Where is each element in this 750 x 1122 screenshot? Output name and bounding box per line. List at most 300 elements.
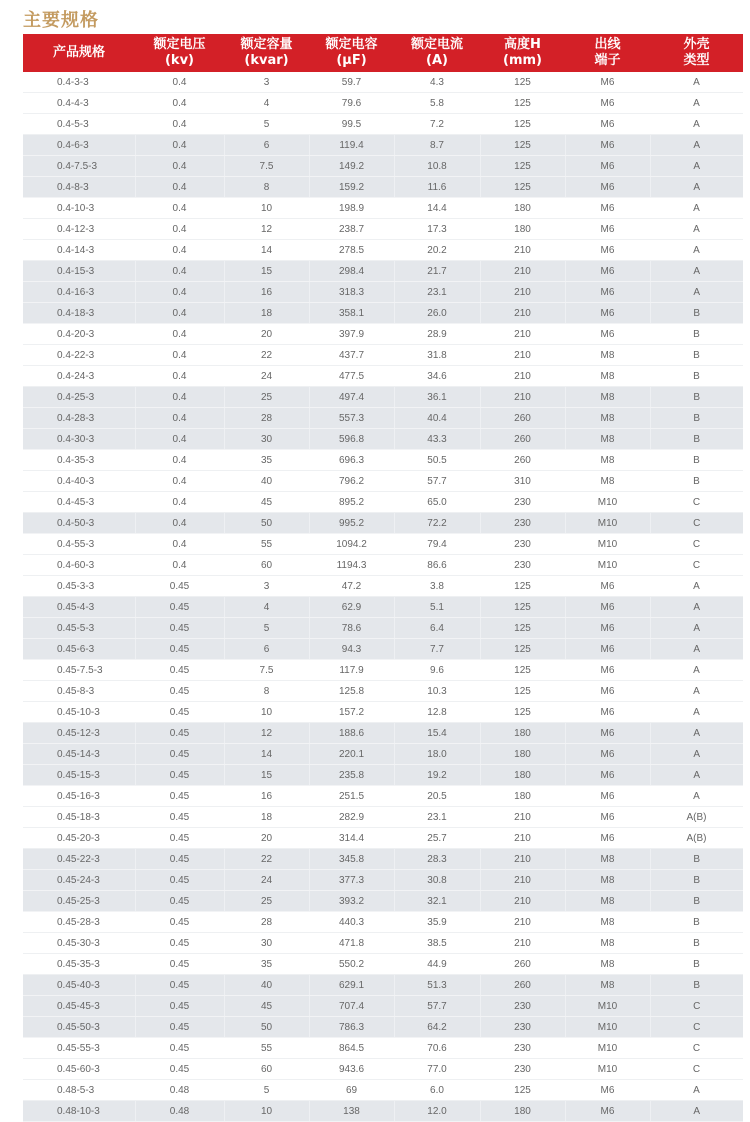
table-header xyxy=(23,34,743,72)
table-row xyxy=(23,912,743,933)
cell-rated-capacity: 18 xyxy=(224,807,309,828)
cell-terminal: M10 xyxy=(565,1038,650,1059)
cell-housing-type: B xyxy=(650,870,743,891)
table-row xyxy=(23,660,743,681)
cell-height: 230 xyxy=(480,534,565,555)
cell-housing-type: B xyxy=(650,408,743,429)
cell-height: 230 xyxy=(480,996,565,1017)
cell-rated-capacitance: 220.1 xyxy=(309,744,394,765)
cell-terminal: M6 xyxy=(565,303,650,324)
cell-model: 0.45-28-3 xyxy=(23,912,135,933)
cell-rated-capacitance: 69 xyxy=(309,1080,394,1101)
cell-height: 125 xyxy=(480,1080,565,1101)
cell-rated-current: 10.8 xyxy=(394,156,480,177)
cell-height: 125 xyxy=(480,618,565,639)
column-header-line2: (A) xyxy=(426,53,448,68)
column-header-height xyxy=(480,34,565,72)
cell-height: 230 xyxy=(480,1059,565,1080)
cell-rated-capacity: 15 xyxy=(224,765,309,786)
cell-model: 0.45-50-3 xyxy=(23,1017,135,1038)
cell-height: 210 xyxy=(480,366,565,387)
cell-rated-capacity: 45 xyxy=(224,492,309,513)
column-header-line1: 额定电容 xyxy=(325,37,378,52)
cell-height: 230 xyxy=(480,513,565,534)
cell-rated-voltage: 0.4 xyxy=(135,555,224,576)
cell-rated-voltage: 0.4 xyxy=(135,429,224,450)
cell-height: 210 xyxy=(480,828,565,849)
cell-terminal: M8 xyxy=(565,933,650,954)
cell-model: 0.4-25-3 xyxy=(23,387,135,408)
cell-housing-type: A(B) xyxy=(650,807,743,828)
table-row xyxy=(23,597,743,618)
cell-height: 125 xyxy=(480,135,565,156)
cell-rated-current: 8.7 xyxy=(394,135,480,156)
table-row xyxy=(23,198,743,219)
cell-model: 0.4-12-3 xyxy=(23,219,135,240)
cell-rated-capacity: 12 xyxy=(224,219,309,240)
cell-rated-voltage: 0.4 xyxy=(135,135,224,156)
cell-rated-current: 79.4 xyxy=(394,534,480,555)
cell-rated-capacity: 28 xyxy=(224,912,309,933)
cell-rated-capacity: 15 xyxy=(224,261,309,282)
table-row xyxy=(23,828,743,849)
column-header-rated-current xyxy=(394,34,480,72)
cell-rated-current: 23.1 xyxy=(394,807,480,828)
cell-rated-current: 19.2 xyxy=(394,765,480,786)
cell-terminal: M8 xyxy=(565,975,650,996)
table-row xyxy=(23,933,743,954)
cell-terminal: M10 xyxy=(565,996,650,1017)
cell-rated-voltage: 0.4 xyxy=(135,492,224,513)
cell-model: 0.45-20-3 xyxy=(23,828,135,849)
cell-rated-capacity: 60 xyxy=(224,555,309,576)
cell-rated-capacitance: 393.2 xyxy=(309,891,394,912)
cell-height: 260 xyxy=(480,954,565,975)
cell-model: 0.4-5-3 xyxy=(23,114,135,135)
cell-model: 0.45-18-3 xyxy=(23,807,135,828)
cell-rated-current: 72.2 xyxy=(394,513,480,534)
table-row xyxy=(23,261,743,282)
cell-rated-capacity: 5 xyxy=(224,1080,309,1101)
cell-rated-voltage: 0.4 xyxy=(135,450,224,471)
cell-housing-type: C xyxy=(650,534,743,555)
cell-housing-type: A xyxy=(650,72,743,93)
column-header-rated-capacity xyxy=(224,34,309,72)
cell-terminal: M6 xyxy=(565,702,650,723)
cell-height: 260 xyxy=(480,975,565,996)
cell-rated-capacity: 20 xyxy=(224,828,309,849)
cell-terminal: M6 xyxy=(565,72,650,93)
cell-terminal: M6 xyxy=(565,618,650,639)
cell-terminal: M6 xyxy=(565,807,650,828)
cell-rated-current: 7.2 xyxy=(394,114,480,135)
cell-rated-voltage: 0.4 xyxy=(135,387,224,408)
table-row xyxy=(23,135,743,156)
cell-rated-capacitance: 62.9 xyxy=(309,597,394,618)
cell-terminal: M6 xyxy=(565,1101,650,1122)
table-row xyxy=(23,387,743,408)
table-row xyxy=(23,72,743,93)
cell-terminal: M10 xyxy=(565,492,650,513)
column-header-line2: (kvar) xyxy=(244,53,289,68)
cell-rated-voltage: 0.4 xyxy=(135,240,224,261)
cell-housing-type: B xyxy=(650,345,743,366)
cell-housing-type: A xyxy=(650,135,743,156)
cell-rated-capacity: 14 xyxy=(224,240,309,261)
cell-rated-voltage: 0.45 xyxy=(135,702,224,723)
cell-height: 210 xyxy=(480,870,565,891)
cell-rated-capacitance: 298.4 xyxy=(309,261,394,282)
cell-rated-capacity: 35 xyxy=(224,450,309,471)
cell-rated-voltage: 0.4 xyxy=(135,114,224,135)
table-row xyxy=(23,219,743,240)
cell-height: 230 xyxy=(480,1038,565,1059)
cell-model: 0.4-24-3 xyxy=(23,366,135,387)
cell-model: 0.45-8-3 xyxy=(23,681,135,702)
cell-rated-voltage: 0.4 xyxy=(135,324,224,345)
cell-rated-capacitance: 786.3 xyxy=(309,1017,394,1038)
cell-terminal: M6 xyxy=(565,765,650,786)
cell-rated-capacity: 10 xyxy=(224,1101,309,1122)
cell-model: 0.4-10-3 xyxy=(23,198,135,219)
cell-rated-capacity: 55 xyxy=(224,1038,309,1059)
cell-housing-type: C xyxy=(650,1017,743,1038)
table-row xyxy=(23,870,743,891)
cell-terminal: M6 xyxy=(565,282,650,303)
cell-rated-capacitance: 440.3 xyxy=(309,912,394,933)
cell-model: 0.45-35-3 xyxy=(23,954,135,975)
cell-housing-type: A xyxy=(650,261,743,282)
table-row xyxy=(23,324,743,345)
cell-height: 125 xyxy=(480,660,565,681)
cell-housing-type: A xyxy=(650,1101,743,1122)
cell-terminal: M6 xyxy=(565,219,650,240)
cell-rated-voltage: 0.4 xyxy=(135,261,224,282)
table-row xyxy=(23,492,743,513)
cell-terminal: M8 xyxy=(565,450,650,471)
cell-terminal: M10 xyxy=(565,1017,650,1038)
cell-housing-type: B xyxy=(650,324,743,345)
cell-rated-voltage: 0.45 xyxy=(135,954,224,975)
cell-height: 260 xyxy=(480,450,565,471)
cell-rated-capacity: 8 xyxy=(224,177,309,198)
cell-model: 0.4-28-3 xyxy=(23,408,135,429)
cell-housing-type: A xyxy=(650,618,743,639)
cell-rated-current: 65.0 xyxy=(394,492,480,513)
cell-height: 125 xyxy=(480,681,565,702)
cell-rated-current: 25.7 xyxy=(394,828,480,849)
cell-rated-current: 86.6 xyxy=(394,555,480,576)
cell-model: 0.4-6-3 xyxy=(23,135,135,156)
cell-rated-capacitance: 157.2 xyxy=(309,702,394,723)
cell-rated-voltage: 0.4 xyxy=(135,177,224,198)
cell-rated-capacitance: 377.3 xyxy=(309,870,394,891)
cell-housing-type: B xyxy=(650,450,743,471)
cell-model: 0.4-20-3 xyxy=(23,324,135,345)
cell-model: 0.45-15-3 xyxy=(23,765,135,786)
cell-model: 0.4-8-3 xyxy=(23,177,135,198)
cell-rated-current: 57.7 xyxy=(394,996,480,1017)
cell-rated-current: 38.5 xyxy=(394,933,480,954)
table-row xyxy=(23,996,743,1017)
cell-rated-current: 43.3 xyxy=(394,429,480,450)
cell-height: 260 xyxy=(480,408,565,429)
cell-terminal: M6 xyxy=(565,786,650,807)
cell-rated-capacity: 6 xyxy=(224,639,309,660)
cell-housing-type: A xyxy=(650,660,743,681)
cell-rated-voltage: 0.45 xyxy=(135,786,224,807)
cell-height: 180 xyxy=(480,765,565,786)
cell-terminal: M6 xyxy=(565,639,650,660)
cell-housing-type: A xyxy=(650,576,743,597)
cell-rated-capacitance: 477.5 xyxy=(309,366,394,387)
cell-model: 0.45-6-3 xyxy=(23,639,135,660)
cell-housing-type: A xyxy=(650,681,743,702)
cell-height: 125 xyxy=(480,114,565,135)
table-row xyxy=(23,807,743,828)
cell-housing-type: B xyxy=(650,429,743,450)
cell-rated-voltage: 0.45 xyxy=(135,744,224,765)
cell-model: 0.45-7.5-3 xyxy=(23,660,135,681)
table-row xyxy=(23,1059,743,1080)
cell-rated-current: 6.4 xyxy=(394,618,480,639)
cell-rated-capacitance: 318.3 xyxy=(309,282,394,303)
cell-rated-current: 9.6 xyxy=(394,660,480,681)
table-row xyxy=(23,849,743,870)
cell-height: 210 xyxy=(480,303,565,324)
table-row xyxy=(23,282,743,303)
cell-rated-current: 14.4 xyxy=(394,198,480,219)
cell-terminal: M8 xyxy=(565,366,650,387)
cell-model: 0.4-60-3 xyxy=(23,555,135,576)
cell-model: 0.4-7.5-3 xyxy=(23,156,135,177)
cell-rated-voltage: 0.45 xyxy=(135,975,224,996)
cell-rated-capacitance: 235.8 xyxy=(309,765,394,786)
cell-housing-type: C xyxy=(650,996,743,1017)
cell-housing-type: B xyxy=(650,471,743,492)
cell-rated-current: 4.3 xyxy=(394,72,480,93)
cell-rated-voltage: 0.45 xyxy=(135,618,224,639)
column-header-rated-voltage xyxy=(135,34,224,72)
cell-rated-capacitance: 159.2 xyxy=(309,177,394,198)
cell-rated-capacitance: 79.6 xyxy=(309,93,394,114)
table-row xyxy=(23,177,743,198)
cell-terminal: M6 xyxy=(565,576,650,597)
cell-rated-current: 20.5 xyxy=(394,786,480,807)
cell-rated-capacity: 55 xyxy=(224,534,309,555)
column-header-line1: 外壳 xyxy=(683,37,710,52)
cell-terminal: M8 xyxy=(565,429,650,450)
cell-rated-voltage: 0.45 xyxy=(135,639,224,660)
cell-rated-capacitance: 314.4 xyxy=(309,828,394,849)
cell-height: 210 xyxy=(480,912,565,933)
table-row xyxy=(23,93,743,114)
cell-height: 260 xyxy=(480,429,565,450)
cell-rated-voltage: 0.45 xyxy=(135,996,224,1017)
table-row xyxy=(23,1101,743,1122)
cell-rated-capacitance: 198.9 xyxy=(309,198,394,219)
column-header-line2: (kv) xyxy=(164,53,194,68)
table-row xyxy=(23,1017,743,1038)
cell-housing-type: A xyxy=(650,156,743,177)
cell-model: 0.4-15-3 xyxy=(23,261,135,282)
cell-model: 0.4-30-3 xyxy=(23,429,135,450)
cell-rated-voltage: 0.45 xyxy=(135,870,224,891)
cell-rated-current: 20.2 xyxy=(394,240,480,261)
cell-rated-capacity: 5 xyxy=(224,114,309,135)
cell-rated-current: 35.9 xyxy=(394,912,480,933)
cell-model: 0.45-24-3 xyxy=(23,870,135,891)
cell-rated-capacity: 4 xyxy=(224,597,309,618)
cell-rated-capacitance: 629.1 xyxy=(309,975,394,996)
cell-terminal: M8 xyxy=(565,471,650,492)
cell-height: 230 xyxy=(480,1017,565,1038)
cell-rated-capacitance: 707.4 xyxy=(309,996,394,1017)
cell-rated-capacitance: 358.1 xyxy=(309,303,394,324)
cell-height: 230 xyxy=(480,555,565,576)
cell-height: 125 xyxy=(480,177,565,198)
cell-housing-type: C xyxy=(650,513,743,534)
column-header-line2: (μF) xyxy=(336,53,367,68)
cell-height: 310 xyxy=(480,471,565,492)
cell-rated-current: 31.8 xyxy=(394,345,480,366)
cell-terminal: M8 xyxy=(565,912,650,933)
cell-rated-capacitance: 1094.2 xyxy=(309,534,394,555)
table-row xyxy=(23,975,743,996)
column-header-line1: 额定容量 xyxy=(240,37,293,52)
cell-housing-type: C xyxy=(650,555,743,576)
cell-housing-type: A xyxy=(650,282,743,303)
cell-model: 0.4-35-3 xyxy=(23,450,135,471)
cell-model: 0.45-12-3 xyxy=(23,723,135,744)
column-header-line1: 产品规格 xyxy=(52,45,105,60)
cell-rated-capacitance: 282.9 xyxy=(309,807,394,828)
cell-terminal: M10 xyxy=(565,1059,650,1080)
cell-height: 210 xyxy=(480,240,565,261)
cell-rated-capacitance: 596.8 xyxy=(309,429,394,450)
table-row xyxy=(23,702,743,723)
cell-model: 0.45-30-3 xyxy=(23,933,135,954)
cell-rated-voltage: 0.45 xyxy=(135,807,224,828)
cell-rated-current: 5.8 xyxy=(394,93,480,114)
cell-model: 0.45-10-3 xyxy=(23,702,135,723)
section-title: 主要规格 xyxy=(23,10,99,31)
cell-rated-capacity: 24 xyxy=(224,870,309,891)
cell-housing-type: B xyxy=(650,975,743,996)
cell-rated-voltage: 0.45 xyxy=(135,660,224,681)
cell-rated-voltage: 0.45 xyxy=(135,828,224,849)
column-header-line2: (mm) xyxy=(503,53,542,68)
cell-rated-capacity: 22 xyxy=(224,849,309,870)
cell-height: 180 xyxy=(480,723,565,744)
cell-height: 125 xyxy=(480,597,565,618)
cell-terminal: M8 xyxy=(565,345,650,366)
column-header-line1: 额定电流 xyxy=(410,37,463,52)
cell-height: 210 xyxy=(480,807,565,828)
cell-model: 0.4-3-3 xyxy=(23,72,135,93)
cell-height: 230 xyxy=(480,492,565,513)
cell-rated-current: 12.8 xyxy=(394,702,480,723)
cell-height: 210 xyxy=(480,933,565,954)
cell-housing-type: C xyxy=(650,1059,743,1080)
table-row xyxy=(23,156,743,177)
cell-rated-capacitance: 995.2 xyxy=(309,513,394,534)
cell-housing-type: A xyxy=(650,114,743,135)
cell-rated-capacitance: 497.4 xyxy=(309,387,394,408)
cell-height: 210 xyxy=(480,891,565,912)
cell-model: 0.4-55-3 xyxy=(23,534,135,555)
table-row xyxy=(23,114,743,135)
cell-rated-voltage: 0.48 xyxy=(135,1101,224,1122)
cell-rated-capacitance: 943.6 xyxy=(309,1059,394,1080)
cell-housing-type: B xyxy=(650,366,743,387)
cell-rated-voltage: 0.4 xyxy=(135,408,224,429)
cell-model: 0.45-4-3 xyxy=(23,597,135,618)
cell-model: 0.4-4-3 xyxy=(23,93,135,114)
table-row xyxy=(23,303,743,324)
cell-rated-capacitance: 437.7 xyxy=(309,345,394,366)
table-row xyxy=(23,450,743,471)
cell-rated-voltage: 0.4 xyxy=(135,282,224,303)
table-row xyxy=(23,744,743,765)
table-row xyxy=(23,429,743,450)
cell-model: 0.4-45-3 xyxy=(23,492,135,513)
column-header-model xyxy=(23,34,135,72)
cell-rated-capacity: 18 xyxy=(224,303,309,324)
cell-rated-voltage: 0.4 xyxy=(135,366,224,387)
column-header-line2: 类型 xyxy=(683,53,710,68)
cell-rated-current: 18.0 xyxy=(394,744,480,765)
table-row xyxy=(23,1038,743,1059)
cell-model: 0.45-55-3 xyxy=(23,1038,135,1059)
cell-rated-voltage: 0.4 xyxy=(135,198,224,219)
cell-rated-capacitance: 471.8 xyxy=(309,933,394,954)
cell-height: 180 xyxy=(480,219,565,240)
table-row xyxy=(23,555,743,576)
cell-rated-current: 5.1 xyxy=(394,597,480,618)
cell-rated-current: 28.3 xyxy=(394,849,480,870)
cell-housing-type: A xyxy=(650,639,743,660)
cell-housing-type: A xyxy=(650,723,743,744)
cell-terminal: M6 xyxy=(565,114,650,135)
cell-height: 180 xyxy=(480,786,565,807)
cell-rated-voltage: 0.4 xyxy=(135,513,224,534)
cell-rated-capacity: 30 xyxy=(224,429,309,450)
cell-housing-type: B xyxy=(650,912,743,933)
cell-housing-type: B xyxy=(650,954,743,975)
cell-housing-type: C xyxy=(650,1038,743,1059)
table-row xyxy=(23,765,743,786)
cell-rated-current: 40.4 xyxy=(394,408,480,429)
cell-rated-capacitance: 1194.3 xyxy=(309,555,394,576)
cell-rated-current: 44.9 xyxy=(394,954,480,975)
cell-height: 210 xyxy=(480,282,565,303)
cell-rated-current: 34.6 xyxy=(394,366,480,387)
cell-height: 180 xyxy=(480,744,565,765)
cell-housing-type: B xyxy=(650,891,743,912)
cell-model: 0.4-50-3 xyxy=(23,513,135,534)
cell-rated-capacitance: 557.3 xyxy=(309,408,394,429)
cell-rated-capacity: 6 xyxy=(224,135,309,156)
cell-rated-voltage: 0.4 xyxy=(135,303,224,324)
cell-housing-type: B xyxy=(650,849,743,870)
cell-model: 0.48-10-3 xyxy=(23,1101,135,1122)
cell-rated-capacity: 8 xyxy=(224,681,309,702)
cell-rated-current: 26.0 xyxy=(394,303,480,324)
table-row xyxy=(23,723,743,744)
cell-height: 210 xyxy=(480,324,565,345)
table-row xyxy=(23,366,743,387)
